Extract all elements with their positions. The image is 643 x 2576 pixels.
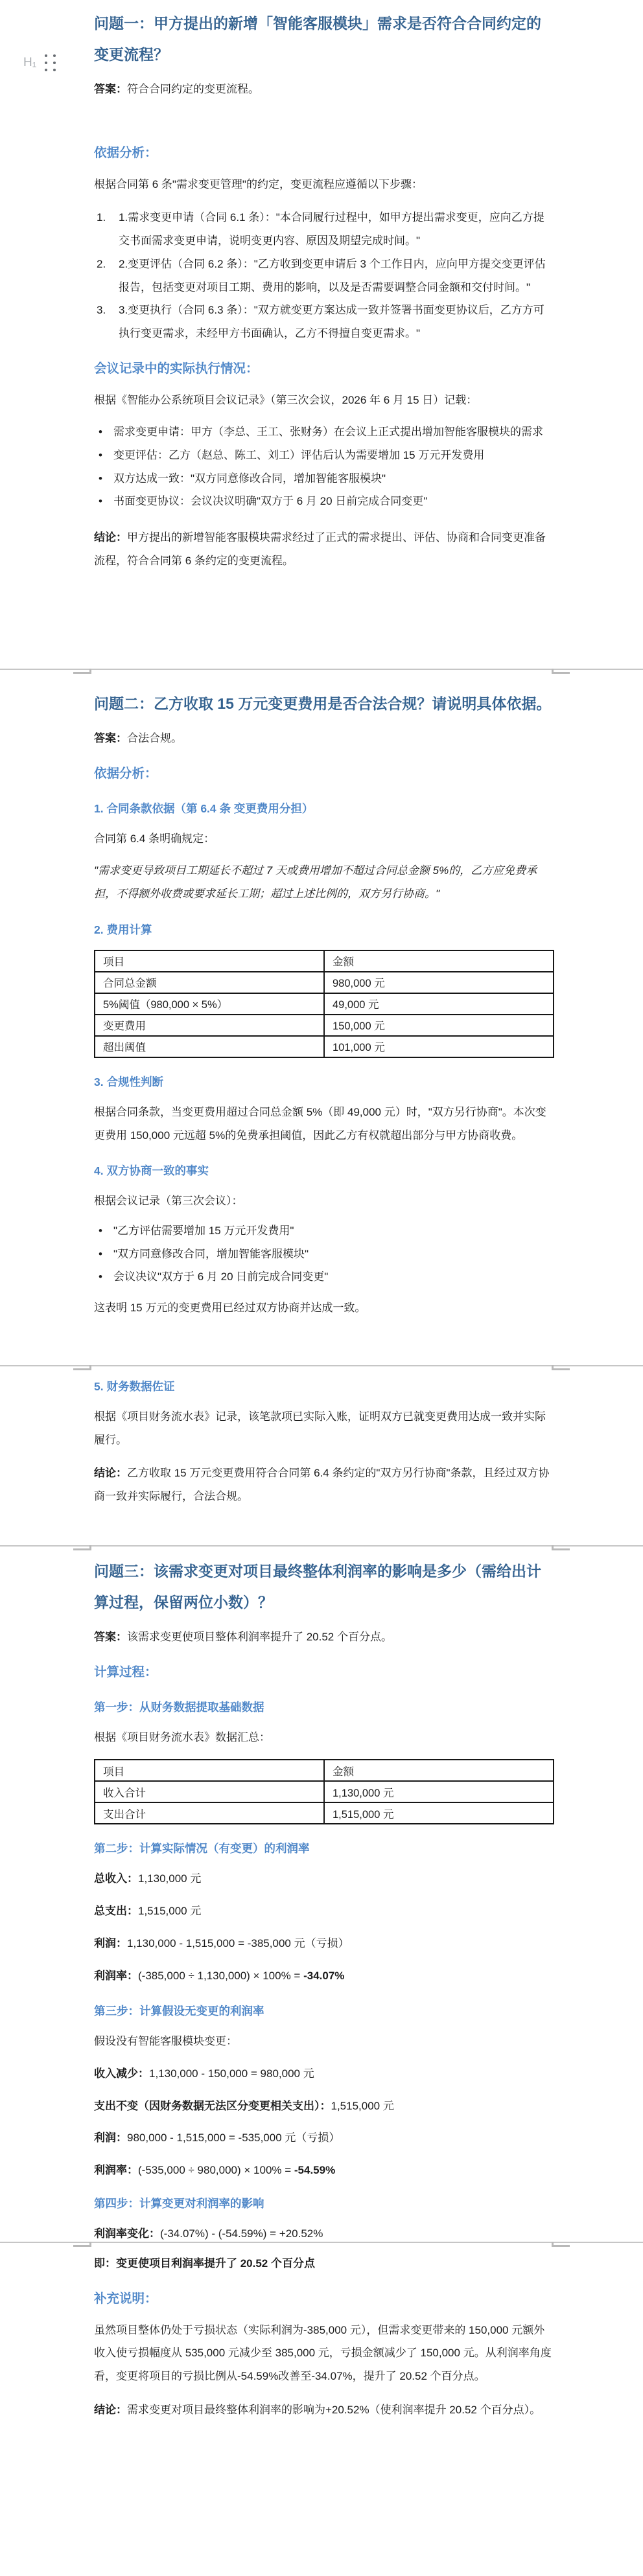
formula-result: -34.07% bbox=[303, 1969, 345, 1982]
table-row bbox=[95, 1036, 554, 1057]
agreement-facts-intro: 根据会议记录（第三次会议）： bbox=[94, 1195, 243, 1208]
page-break-marker-right-icon bbox=[552, 1365, 570, 1370]
formula-line bbox=[94, 2159, 554, 2182]
conclusion-label: 结论： bbox=[94, 531, 127, 544]
list-marker: 2. bbox=[97, 257, 106, 270]
page-break bbox=[0, 1545, 643, 1547]
table-cell: 收入合计 bbox=[95, 1781, 324, 1802]
meeting-record-heading: 会议记录中的实际执行情况： bbox=[94, 361, 259, 376]
question-1-answer bbox=[94, 78, 554, 101]
list-marker: 3. bbox=[97, 304, 106, 317]
table-row bbox=[95, 1781, 554, 1802]
answer-text: 符合合同约定的变更流程。 bbox=[127, 83, 259, 95]
formula-label: 利润： bbox=[94, 1937, 127, 1949]
page-break bbox=[0, 669, 643, 670]
list-item-text: 书面变更协议：会议决议明确"双方于 6 月 20 日前完成合同变更" bbox=[113, 495, 428, 508]
page-3-section bbox=[0, 1365, 643, 1545]
conclusion-text: 甲方提出的新增智能客服模块需求经过了正式的需求提出、评估、协商和合同变更准备流程，符合合同第 6 条约定的变更流程。 bbox=[94, 531, 546, 567]
analysis-intro: 根据合同第 6 条"需求变更管理"的约定，变更流程应遵循以下步骤： bbox=[94, 178, 423, 190]
formula-body: 1,130,000 元 bbox=[138, 1872, 202, 1885]
page-break-marker-left-icon bbox=[73, 1365, 91, 1370]
formula-label: 利润： bbox=[94, 2132, 127, 2145]
formula-label: 利润率： bbox=[94, 2164, 138, 2177]
page-break-marker-left-icon bbox=[73, 1545, 91, 1550]
question-3-title: 问题三：该需求变更对项目最终整体利润率的影响是多少（需给出计算过程，保留两位小数）？ bbox=[94, 1563, 541, 1611]
formula-label: 支出不变（因财务数据无法区分变更相关支出）： bbox=[94, 2099, 331, 2112]
list-item bbox=[94, 490, 554, 513]
formula-label: 总支出： bbox=[94, 1905, 138, 1918]
conclusion-label: 结论： bbox=[94, 2403, 127, 2416]
agreement-facts-bullets bbox=[94, 1219, 554, 1289]
table-row bbox=[95, 972, 554, 993]
change-process-steps bbox=[94, 206, 554, 345]
table-cell: 101,000 元 bbox=[324, 1036, 554, 1057]
fee-calculation-table bbox=[94, 950, 554, 1058]
conclusion-text: 需求变更对项目最终整体利润率的影响为+20.52%（使利润率提升 20.52 个百分点）。 bbox=[127, 2403, 541, 2416]
answer-text: 该需求变更使项目整体利润率提升了 20.52 个百分点。 bbox=[127, 1631, 392, 1643]
table-header-cell: 项目 bbox=[95, 1760, 324, 1781]
formula-line bbox=[94, 1900, 554, 1923]
list-item bbox=[94, 206, 554, 252]
formula-label: 利润率： bbox=[94, 1969, 138, 1982]
list-item-text: 1.需求变更申请（合同 6.1 条）："本合同履行过程中，如甲方提出需求变更，应向乙方提交书面需求变更申请，说明变更内容、原因及期望完成时间。" bbox=[119, 211, 544, 247]
formula-label: 总收入： bbox=[94, 1872, 138, 1885]
formula-label: 收入减少： bbox=[94, 2067, 149, 2080]
list-marker: 1. bbox=[97, 211, 106, 224]
table-cell: 超出阈值 bbox=[95, 1036, 324, 1057]
table-header-cell: 金额 bbox=[324, 1760, 554, 1781]
formula-label: 利润率变化： bbox=[94, 2227, 160, 2240]
table-row bbox=[95, 1760, 554, 1781]
finance-summary-table bbox=[94, 1759, 554, 1824]
fee-calculation-heading: 2. 费用计算 bbox=[94, 923, 152, 936]
table-cell: 1,515,000 元 bbox=[324, 1802, 554, 1824]
list-item-text: 双方达成一致："双方同意修改合同，增加智能客服模块" bbox=[113, 472, 386, 485]
formula-body: 1,515,000 元 bbox=[138, 1905, 202, 1918]
page-4-section bbox=[0, 1545, 643, 2242]
list-item-text: 需求变更申请：甲方（李总、王工、张财务）在会议上正式提出增加智能客服模块的需求 bbox=[113, 426, 543, 439]
formula-result: -54.59% bbox=[294, 2164, 336, 2177]
agreement-facts-heading: 4. 双方协商一致的事实 bbox=[94, 1164, 209, 1178]
step4-heading: 第四步：计算变更对利润率的影响 bbox=[94, 2196, 264, 2210]
table-header-cell: 金额 bbox=[324, 950, 554, 972]
list-item bbox=[94, 299, 554, 345]
table-row bbox=[95, 993, 554, 1015]
table-cell: 1,130,000 元 bbox=[324, 1781, 554, 1802]
financial-evidence-heading: 5. 财务数据佐证 bbox=[94, 1380, 175, 1393]
table-cell: 150,000 元 bbox=[324, 1015, 554, 1036]
table-cell: 合同总金额 bbox=[95, 972, 324, 993]
conclusion-text: 乙方收取 15 万元变更费用符合合同第 6.4 条约定的"双方另行协商"条款，且经过双方协商一致并实际履行，合法合规。 bbox=[94, 1467, 550, 1503]
conclusion-label: 结论： bbox=[94, 1467, 127, 1480]
list-item bbox=[94, 467, 554, 490]
question-3-answer bbox=[94, 1626, 554, 1649]
question-2-conclusion bbox=[94, 1462, 554, 1508]
table-row bbox=[95, 1015, 554, 1036]
formula-body: (-34.07%) - (-54.59%) = +20.52% bbox=[160, 2227, 323, 2240]
step1-heading: 第一步：从财务数据提取基础数据 bbox=[94, 1700, 264, 1714]
formula-line bbox=[94, 1932, 554, 1955]
list-item-text: 变更评估：乙方（赵总、陈工、刘工）评估后认为需要增加 15 万元开发费用 bbox=[113, 449, 485, 462]
answer-label: 答案： bbox=[94, 1631, 127, 1643]
calc-process-heading: 计算过程： bbox=[94, 1664, 158, 1679]
step3-intro: 假设没有智能客服模块变更： bbox=[94, 2035, 237, 2048]
question-2-answer bbox=[94, 727, 554, 750]
financial-evidence-text: 根据《项目财务流水表》记录，该笔款项已实际入账，证明双方已就变更费用达成一致并实际履行。 bbox=[94, 1410, 546, 1446]
page-break-marker-left-icon bbox=[73, 2242, 91, 2247]
answer-label: 答案： bbox=[94, 83, 127, 95]
list-item-text: 3.变更执行（合同 6.3 条）："双方就变更方案达成一致并签署书面变更协议后，乙方方可执行变更需求，未经甲方书面确认，乙方不得擅自变更需求。" bbox=[119, 304, 544, 339]
question-3-conclusion bbox=[94, 2398, 554, 2422]
list-item bbox=[94, 1265, 554, 1289]
formula-body: 980,000 - 1,515,000 = -535,000 元（亏损） bbox=[127, 2132, 340, 2145]
page-break-marker-right-icon bbox=[552, 1545, 570, 1550]
table-header-cell: 项目 bbox=[95, 950, 324, 972]
answer-label: 答案： bbox=[94, 732, 127, 744]
analysis-heading: 依据分析： bbox=[94, 766, 158, 781]
page-break bbox=[0, 1365, 643, 1366]
question-1-title: 问题一：甲方提出的新增「智能客服模块」需求是否符合合同约定的变更流程？ bbox=[94, 15, 541, 63]
formula-line bbox=[94, 2222, 554, 2242]
page-5-section bbox=[0, 2242, 643, 2576]
formula-body: 1,130,000 - 1,515,000 = -385,000 元（亏损） bbox=[127, 1937, 349, 1949]
formula-body: 1,130,000 - 150,000 = 980,000 元 bbox=[149, 2067, 314, 2080]
step2-heading: 第二步：计算实际情况（有变更）的利润率 bbox=[94, 1842, 310, 1856]
step3-heading: 第三步：计算假设无变更的利润率 bbox=[94, 2005, 264, 2018]
formula-body: 1,515,000 元 bbox=[331, 2099, 394, 2112]
page-2-section bbox=[0, 669, 643, 1365]
compliance-text: 根据合同条款，当变更费用超过合同总金额 5%（即 49,000 元）时，"双方另行协商"。本次变更费用 150,000 元远超 5%的免费承担阈值，因此乙方有权就超出部分与甲方协商收费。 bbox=[94, 1105, 546, 1142]
table-cell: 49,000 元 bbox=[324, 993, 554, 1015]
page-break-marker-left-icon bbox=[73, 669, 91, 674]
table-cell: 5%阈值（980,000 × 5%） bbox=[95, 993, 324, 1015]
clause-intro: 合同第 6.4 条明确规定： bbox=[94, 832, 215, 845]
compliance-heading: 3. 合规性判断 bbox=[94, 1075, 163, 1088]
list-item bbox=[94, 444, 554, 467]
page-break-marker-right-icon bbox=[552, 669, 570, 674]
list-item-text: "乙方评估需要增加 15 万元开发费用" bbox=[113, 1224, 294, 1237]
page-break-marker-right-icon bbox=[552, 2242, 570, 2247]
question-2-title: 问题二：乙方收取 15 万元变更费用是否合法合规？请说明具体依据。 bbox=[94, 695, 552, 712]
table-cell: 变更费用 bbox=[95, 1015, 324, 1036]
contract-quote: "需求变更导致项目工期延长不超过 7 天或费用增加不超过合同总金额 5%的，乙方应免费承担，不得额外收费或要求延长工期；超过上述比例的，双方另行协商。" bbox=[94, 864, 537, 901]
formula-line bbox=[94, 2126, 554, 2150]
formula-line bbox=[94, 2095, 554, 2118]
formula-line bbox=[94, 1867, 554, 1891]
analysis-heading: 依据分析： bbox=[94, 145, 158, 160]
table-row bbox=[95, 1802, 554, 1824]
page-break bbox=[0, 2242, 643, 2243]
page-1-section bbox=[0, 0, 643, 669]
meeting-record-bullets bbox=[94, 420, 554, 513]
meeting-record-intro: 根据《智能办公系统项目会议记录》（第三次会议，2026 年 6 月 15 日）记载： bbox=[94, 393, 478, 406]
list-item-text: 会议决议"双方于 6 月 20 日前完成合同变更" bbox=[113, 1271, 329, 1283]
heading-level-badge[interactable]: H₁ bbox=[23, 56, 37, 69]
clause-basis-heading: 1. 合同条款依据（第 6.4 条 变更费用分担） bbox=[94, 801, 314, 815]
table-cell: 980,000 元 bbox=[324, 972, 554, 993]
table-cell: 支出合计 bbox=[95, 1802, 324, 1824]
list-item bbox=[94, 1219, 554, 1243]
table-row bbox=[95, 950, 554, 972]
key-takeaway: 即：变更使项目利润率提升了 20.52 个百分点 bbox=[94, 2257, 315, 2270]
list-item-text: "双方同意修改合同，增加智能客服模块" bbox=[113, 1247, 309, 1260]
list-item bbox=[94, 420, 554, 444]
step1-intro: 根据《项目财务流水表》数据汇总： bbox=[94, 1731, 270, 1743]
agreement-facts-note: 这表明 15 万元的变更费用已经过双方协商并达成一致。 bbox=[94, 1302, 366, 1315]
answer-text: 合法合规。 bbox=[127, 732, 182, 744]
formula-line bbox=[94, 2062, 554, 2086]
formula-body: (-385,000 ÷ 1,130,000) × 100% = bbox=[138, 1969, 304, 1982]
question-1-conclusion bbox=[94, 526, 554, 572]
formula-body: (-535,000 ÷ 980,000) × 100% = bbox=[138, 2164, 294, 2177]
supplementary-notes-text: 虽然项目整体仍处于亏损状态（实际利润为-385,000 元），但需求变更带来的 150,000 元额外收入使亏损幅度从 535,000 元减少至 385,000 元，亏损金额减少了 150,000 元。从利润率角度看，变更将项目的亏损比例从-54.59%改善至-34.07%，提升了 20.52 个百分点。 bbox=[94, 2323, 552, 2383]
list-item bbox=[94, 253, 554, 299]
supplementary-notes-heading: 补充说明： bbox=[94, 2291, 158, 2306]
formula-line bbox=[94, 1964, 554, 1988]
list-item-text: 2.变更评估（合同 6.2 条）："乙方收到变更申请后 3 个工作日内，应向甲方提交变更评估报告，包括变更对项目工期、费用的影响，以及是否需要调整合同金额和交付时间。" bbox=[119, 257, 546, 293]
list-item bbox=[94, 1243, 554, 1266]
